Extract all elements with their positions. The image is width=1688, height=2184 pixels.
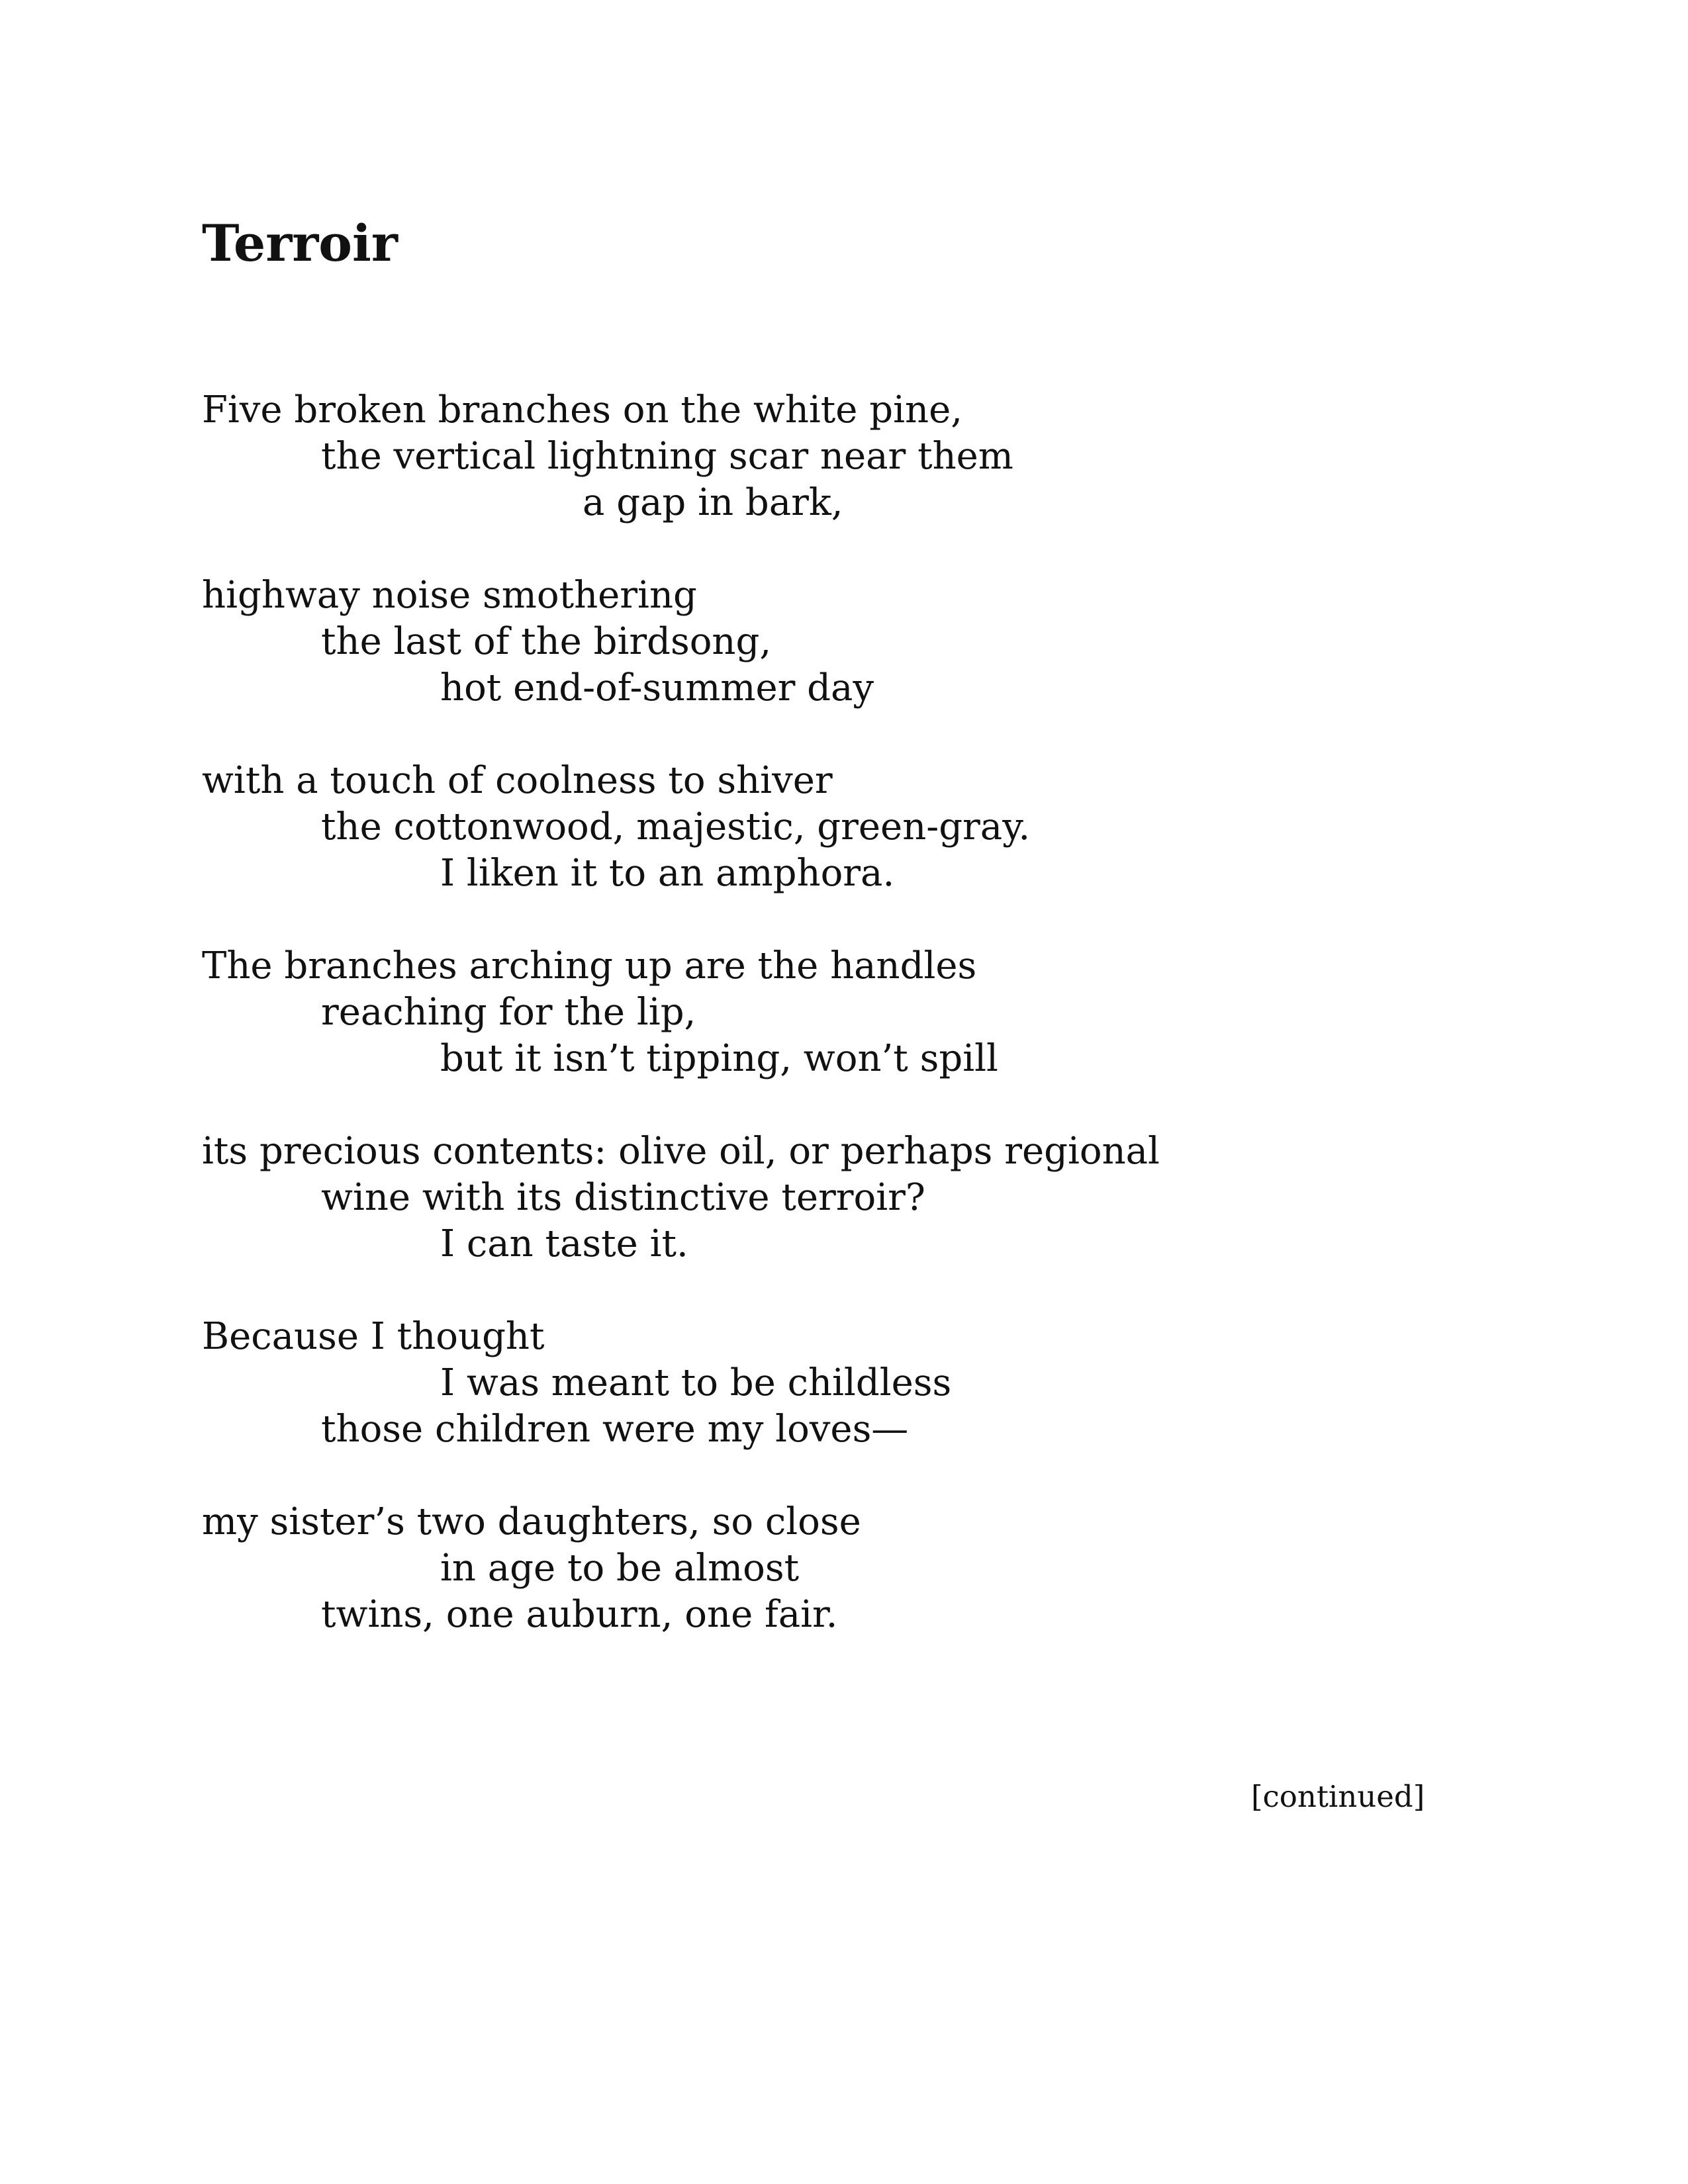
poem-line: I was meant to be childless	[440, 1361, 952, 1404]
poem-line: the vertical lightning scar near them	[321, 435, 1013, 478]
stanza	[202, 387, 1526, 572]
poem-line: the last of the birdsong,	[321, 620, 772, 663]
stanza	[202, 943, 1526, 1128]
stanza	[202, 572, 1526, 758]
poem-line: twins, one auburn, one fair.	[321, 1593, 838, 1636]
poem-line: the cottonwood, majestic, green-gray.	[321, 805, 1031, 848]
poem-line: hot end-of-summer day	[440, 666, 874, 709]
poem-line: I liken it to an amphora.	[440, 852, 895, 895]
poem-line: a gap in bark,	[583, 481, 843, 524]
poem-line: Five broken branches on the white pine,	[202, 388, 963, 432]
stanza	[202, 758, 1526, 943]
poem-line: in age to be almost	[440, 1547, 800, 1590]
poem-body	[202, 387, 1526, 1684]
poem-line: my sister’s two daughters, so close	[202, 1500, 861, 1543]
poem-line: wine with its distinctive terroir?	[321, 1176, 925, 1219]
poem-line: but it isn’t tipping, won’t spill	[440, 1037, 998, 1080]
stanza	[202, 1128, 1526, 1314]
poem-line: I can taste it.	[440, 1222, 688, 1265]
continued-note: [continued]	[1251, 1779, 1425, 1814]
poem-line: with a touch of coolness to shiver	[202, 759, 833, 802]
poem-line: reaching for the lip,	[321, 991, 696, 1034]
poem-line: highway noise smothering	[202, 574, 697, 617]
poem-line: The branches arching up are the handles	[202, 944, 977, 987]
poem-line: Because I thought	[202, 1315, 545, 1358]
poem-title: Terroir	[202, 214, 398, 273]
stanza	[202, 1314, 1526, 1499]
stanza	[202, 1499, 1526, 1684]
poem-line: its precious contents: olive oil, or perhaps regional	[202, 1130, 1160, 1173]
poem-line: those children were my loves—	[321, 1408, 909, 1451]
